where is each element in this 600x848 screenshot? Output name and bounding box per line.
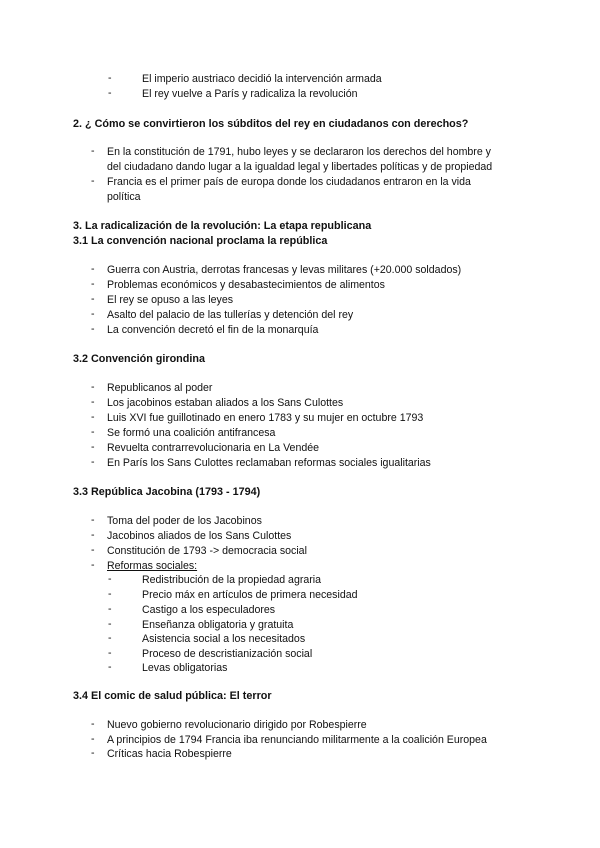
nested-list-item: Castigo a los especuladores — [142, 604, 276, 616]
list-item: El imperio austriaco decidió la intervención armada — [142, 73, 382, 85]
subsection-heading: 3.1 La convención nacional proclama la república — [73, 235, 328, 247]
subsection-heading: 3.2 Convención girondina — [73, 353, 205, 365]
bullet-dash: - — [108, 573, 112, 585]
nested-list-item: Precio máx en artículos de primera necesidad — [142, 589, 358, 601]
nested-list-item: Proceso de descristianización social — [142, 648, 313, 660]
list-item: Los jacobinos estaban aliados a los Sans Culottes — [107, 397, 344, 409]
bullet-dash: - — [91, 733, 95, 745]
bullet-dash: - — [91, 559, 95, 571]
bullet-dash: - — [91, 308, 95, 320]
bullet-dash: - — [91, 544, 95, 556]
reformas-label: Reformas sociales: — [107, 560, 198, 572]
bullet-dash: - — [91, 529, 95, 541]
bullet-dash: - — [91, 456, 95, 468]
list-item-line: del ciudadano dando lugar a la igualdad legal y libertades políticas y de propiedad — [107, 161, 493, 173]
bullet-dash: - — [108, 647, 112, 659]
list-item: Revuelta contrarrevolucionaria en La Vendée — [107, 442, 320, 454]
list-item: Toma del poder de los Jacobinos — [107, 515, 262, 527]
list-item: El rey se opuso a las leyes — [107, 294, 234, 306]
list-item-line: Francia es el primer país de europa donde los ciudadanos entraron en la vida — [107, 176, 471, 188]
subsection-heading: 3.3 República Jacobina (1793 - 1794) — [73, 486, 261, 498]
list-item: Críticas hacia Robespierre — [107, 748, 232, 760]
list-item: Luis XVI fue guillotinado en enero 1783 y su mujer en octubre 1793 — [107, 412, 424, 424]
list-item-line: política — [107, 191, 141, 203]
list-item: Guerra con Austria, derrotas francesas y levas militares (+20.000 soldados) — [107, 264, 462, 276]
bullet-dash: - — [108, 618, 112, 630]
nested-list-item: Levas obligatorias — [142, 662, 228, 674]
list-item: A principios de 1794 Francia iba renunciando militarmente a la coalición Europea — [107, 734, 487, 746]
bullet-dash: - — [91, 323, 95, 335]
list-item: Republicanos al poder — [107, 382, 213, 394]
list-item: El rey vuelve a París y radicaliza la revolución — [142, 88, 358, 100]
bullet-dash: - — [108, 661, 112, 673]
section-heading: 2. ¿ Cómo se convirtieron los súbditos del rey en ciudadanos con derechos? — [73, 118, 469, 130]
list-item: En París los Sans Culottes reclamaban reformas sociales igualitarias — [107, 457, 431, 469]
bullet-dash: - — [91, 747, 95, 759]
bullet-dash: - — [91, 514, 95, 526]
list-item: Nuevo gobierno revolucionario dirigido por Robespierre — [107, 719, 367, 731]
bullet-dash: - — [91, 718, 95, 730]
bullet-dash: - — [91, 263, 95, 275]
list-item: Problemas económicos y desabastecimientos de alimentos — [107, 279, 385, 291]
list-item: Jacobinos aliados de los Sans Culottes — [107, 530, 292, 542]
bullet-dash: - — [91, 441, 95, 453]
list-item: Constitución de 1793 -> democracia social — [107, 545, 307, 557]
bullet-dash: - — [91, 396, 95, 408]
bullet-dash: - — [91, 381, 95, 393]
bullet-dash: - — [91, 426, 95, 438]
list-item-line: En la constitución de 1791, hubo leyes y se declararon los derechos del hombre y — [107, 146, 491, 158]
list-item: Asalto del palacio de las tullerías y detención del rey — [107, 309, 354, 321]
nested-list-item: Asistencia social a los necesitados — [142, 633, 306, 645]
bullet-dash: - — [108, 632, 112, 644]
bullet-dash: - — [91, 411, 95, 423]
bullet-dash: - — [108, 603, 112, 615]
nested-list-item: Redistribución de la propiedad agraria — [142, 574, 322, 586]
bullet-dash: - — [91, 278, 95, 290]
nested-list-item: Enseñanza obligatoria y gratuita — [142, 619, 294, 631]
bullet-dash: - — [108, 588, 112, 600]
bullet-dash: - — [91, 293, 95, 305]
list-item: Se formó una coalición antifrancesa — [107, 427, 276, 439]
bullet-dash: - — [91, 175, 95, 187]
list-item: La convención decretó el fin de la monarquía — [107, 324, 319, 336]
section-heading: 3. La radicalización de la revolución: La etapa republicana — [73, 220, 372, 232]
bullet-dash: - — [108, 72, 112, 84]
subsection-heading: 3.4 El comic de salud pública: El terror — [73, 690, 272, 702]
bullet-dash: - — [91, 145, 95, 157]
bullet-dash: - — [108, 87, 112, 99]
